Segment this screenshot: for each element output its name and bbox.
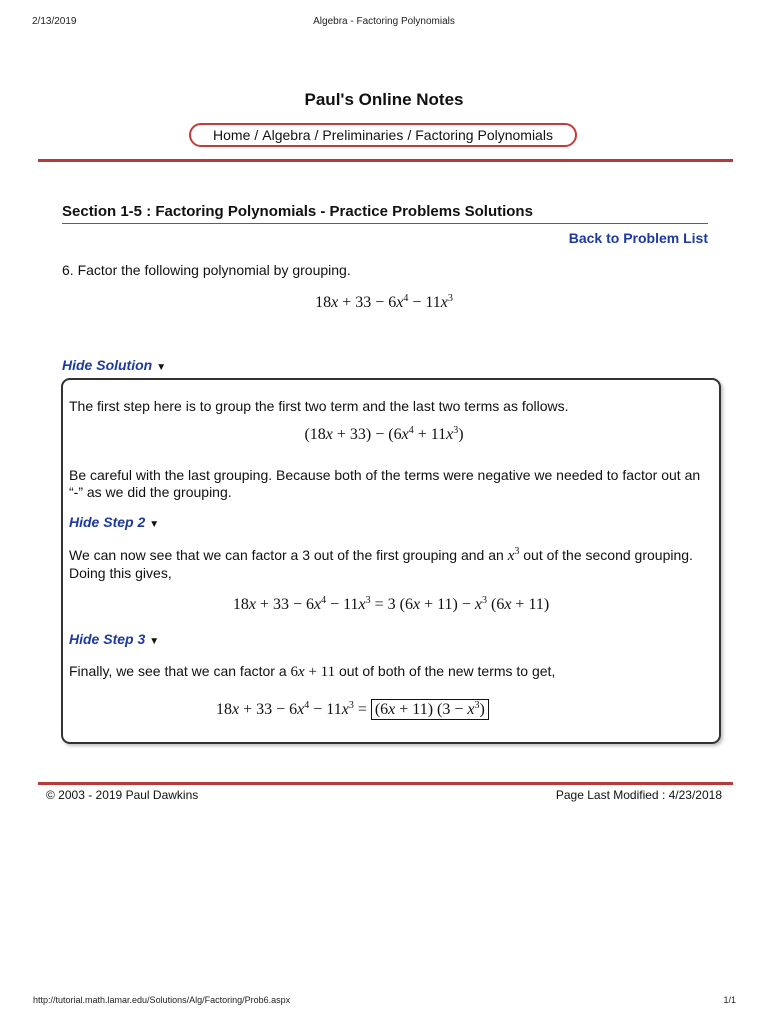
- inline-math: 6x + 11: [290, 664, 336, 680]
- header-divider: [38, 159, 733, 162]
- final-answer-box: (6x + 11) $(3 - x^3)$: [371, 699, 489, 720]
- step3-text-part-a: Finally, we see that we can factor a: [69, 663, 287, 679]
- section-divider: [62, 223, 708, 224]
- step2-equation: $18x + 33 - 6x^4 - 11x^3 = 3$ $(6x + 11) - x^3$ (6x + 11): [232, 595, 550, 613]
- back-to-problem-list-link[interactable]: Back to Problem List: [568, 230, 708, 246]
- problem-statement: 6. Factor the following polynomial by grouping.: [62, 262, 351, 278]
- final-equation: $18x + 33 - 6x^4 - 11x^3 = (6x + 11) (3 - x^3)$: [216, 701, 489, 719]
- breadcrumb-separator: /: [254, 127, 259, 143]
- print-url: http://tutorial.math.lamar.edu/Solutions/Alg/Factoring/Prob6.aspx: [33, 995, 291, 1005]
- step3-text: [69, 663, 555, 681]
- step2-text-part-a: We can now see that we can factor a 3 out of the first grouping and an: [69, 547, 504, 563]
- hide-step3-toggle[interactable]: [69, 631, 159, 647]
- breadcrumb-algebra[interactable]: Algebra: [262, 127, 311, 143]
- breadcrumb-separator: /: [314, 127, 319, 143]
- step3-text-part-b: out of both of the new terms to get,: [338, 663, 556, 679]
- hide-step3-label: Hide Step 3: [69, 631, 146, 647]
- step2-text-part-b: out of the second grouping. Doing this gives,: [69, 547, 693, 581]
- hide-step2-label: Hide Step 2: [69, 514, 146, 530]
- breadcrumb-separator: /: [407, 127, 412, 143]
- print-title: Algebra - Factoring Polynomials: [313, 16, 455, 27]
- inline-math: $x^3$: [507, 546, 520, 564]
- breadcrumb-home[interactable]: Home: [213, 127, 251, 143]
- site-title[interactable]: Paul's Online Notes: [304, 90, 464, 109]
- breadcrumb: [189, 123, 577, 147]
- problem-equation: $18x + 33 - 6x^4 - 11x^3$: [315, 293, 453, 311]
- print-date: 2/13/2019: [32, 16, 77, 27]
- footer-divider: [38, 782, 733, 785]
- step1-text: The first step here is to group the first two term and the last two terms as follows.: [69, 398, 569, 414]
- hide-solution-label: Hide Solution: [62, 357, 153, 373]
- copyright: © 2003 - 2019 Paul Dawkins: [46, 788, 199, 802]
- hide-step2-toggle[interactable]: [69, 514, 159, 530]
- last-modified: Page Last Modified : 4/23/2018: [555, 788, 722, 802]
- breadcrumb-current[interactable]: Factoring Polynomials: [415, 127, 553, 143]
- print-page-number: 1/1: [723, 995, 736, 1005]
- step1-note: Be careful with the last grouping. Because both of the terms were negative we needed to factor out an “-” as we did the grouping.: [69, 467, 701, 500]
- step1-equation: $(18x + 33) - (6x^4 + 11x^3)$: [304, 425, 464, 443]
- caret-down-icon: ▼: [149, 636, 160, 647]
- hide-solution-toggle[interactable]: [62, 357, 166, 373]
- caret-down-icon: ▼: [149, 519, 160, 530]
- caret-down-icon: ▼: [156, 362, 167, 373]
- section-title: Section 1-5 : Factoring Polynomials - Practice Problems Solutions: [62, 203, 533, 220]
- breadcrumb-preliminaries[interactable]: Preliminaries: [322, 127, 404, 143]
- step2-text: [69, 547, 709, 582]
